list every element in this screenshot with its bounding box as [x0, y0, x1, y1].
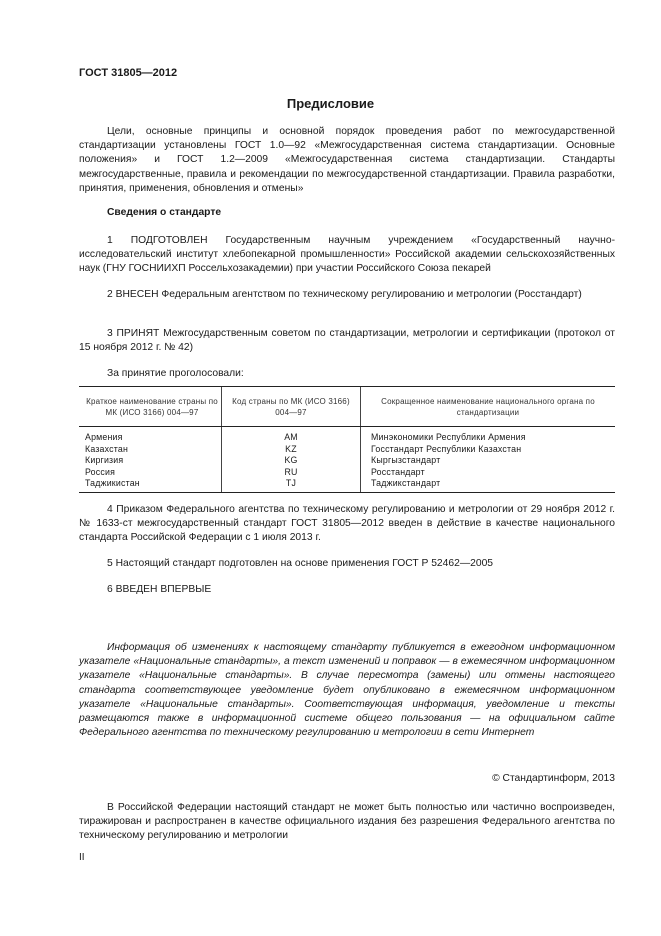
cell-code: KG [222, 455, 361, 467]
cell-country: Таджикистан [79, 478, 222, 492]
cell-country: Армения [85, 432, 123, 442]
rights-paragraph [79, 801, 615, 844]
section-subtitle: Сведения о стандарте [107, 207, 222, 218]
table-row [79, 478, 615, 492]
cell-code: TJ [222, 478, 361, 492]
item-1 [79, 234, 615, 277]
item-4 [79, 503, 615, 546]
voting-table [79, 386, 615, 493]
item-3-text: 3 ПРИНЯТ Межгосударственным советом по стандартизации, метрологии и сертификации (протокол от 15 ноября 2012 г. № 42) [79, 328, 615, 354]
column-header-authority: Сокращенное наименование национального органа по стандартизации [361, 387, 616, 427]
cell-country: Казахстан [85, 443, 129, 454]
info-text: Информация об изменениях к настоящему стандарту публикуется в ежегодном информационном указателе «Национальные стандарты», а текст изменений и поправок — в ежемесячном информационном указателе «Национальные стандарты». В случае пересмотра (замены) или отмены настоящего стандарта соответствующее уведомление будет опубликовано в ежемесячном информационном указателе «Национальные стандарты». Соответствующая информация, уведомление и тексты размещаются также в информационной системе общего пользования — на официальном сайте Федерального агентства по техническому регулированию и метрологии в сети Интернет [79, 642, 615, 739]
item-6 [79, 583, 615, 597]
page-title: Предисловие [286, 96, 375, 111]
intro-paragraph [79, 125, 615, 196]
item-2 [79, 288, 615, 302]
table-header-row [79, 387, 615, 427]
cell-authority: Минэкономики Республики Армения [361, 427, 616, 444]
item-2-text: 2 ВНЕСЕН Федеральным агентством по техническому регулированию и метрологии (Росстандарт) [107, 289, 582, 300]
item-3 [79, 327, 615, 355]
info-paragraph [79, 641, 615, 740]
intro-text: Цели, основные принципы и основной порядок проведения работ по межгосударственной стандартизации установлены ГОСТ 1.0—92 «Межгосударственная система стандартизации. Основные положения» и ГОСТ 1.2—2009 «Межгосударственная система стандартизации. Стандарты межгосударственные, правила и рекомендации по межгосударственной стандартизации. Правила разработки, принятия, применения, обновления и отмены» [79, 126, 615, 194]
cell-code: RU [222, 467, 361, 479]
item-4-text: 4 Приказом Федерального агентства по техническому регулированию и метрологии от 29 ноября 2012 г. № 1633-ст межгосударственный стандарт ГОСТ 31805—2012 введен в действие в качестве национального стандарта Российской Федерации с 1 июля 2013 г. [79, 504, 615, 544]
page-number: II [79, 852, 85, 863]
cell-authority: Госстандарт Республики Казахстан [361, 444, 616, 456]
cell-authority: Кыргызстандарт [361, 455, 616, 467]
cell-code: KZ [222, 444, 361, 456]
vote-caption-text: За принятие проголосовали: [107, 368, 244, 379]
table-row [79, 455, 615, 467]
item-1-text: 1 ПОДГОТОВЛЕН Государственным научным учреждением «Государственный научно-исследовательский институт хлебопекарной промышленности» Российской академии сельскохозяйственных наук (ГНУ ГОСНИИХП Россельхозакадемии) при участии Российского Союза пекарей [79, 235, 615, 275]
table-row [79, 467, 615, 479]
cell-country: Киргизия [85, 455, 124, 465]
cell-code: AM [222, 427, 361, 444]
column-header-country: Краткое наименование страны по МК (ИСО 3166) 004—97 [79, 387, 222, 427]
item-6-text: 6 ВВЕДЕН ВПЕРВЫЕ [107, 584, 212, 595]
cell-country: Россия [85, 466, 116, 477]
rights-text: В Российской Федерации настоящий стандарт не может быть полностью или частично воспроизведен, тиражирован и распространен в качестве официального издания без разрешения Федерального агентства по техническому регулированию и метрологии [79, 802, 615, 842]
table-row [79, 427, 615, 444]
item-5 [79, 557, 615, 571]
cell-authority: Таджикстандарт [361, 478, 616, 492]
copyright: © Стандартинформ, 2013 [492, 773, 615, 784]
document-header: ГОСТ 31805—2012 [79, 67, 178, 79]
cell-authority: Росстандарт [361, 467, 616, 479]
column-header-code: Код страны по МК (ИСО 3166) 004—97 [222, 387, 361, 427]
table-row [79, 444, 615, 456]
item-5-text: 5 Настоящий стандарт подготовлен на основе применения ГОСТ Р 52462—2005 [107, 558, 494, 569]
vote-caption [79, 367, 615, 381]
